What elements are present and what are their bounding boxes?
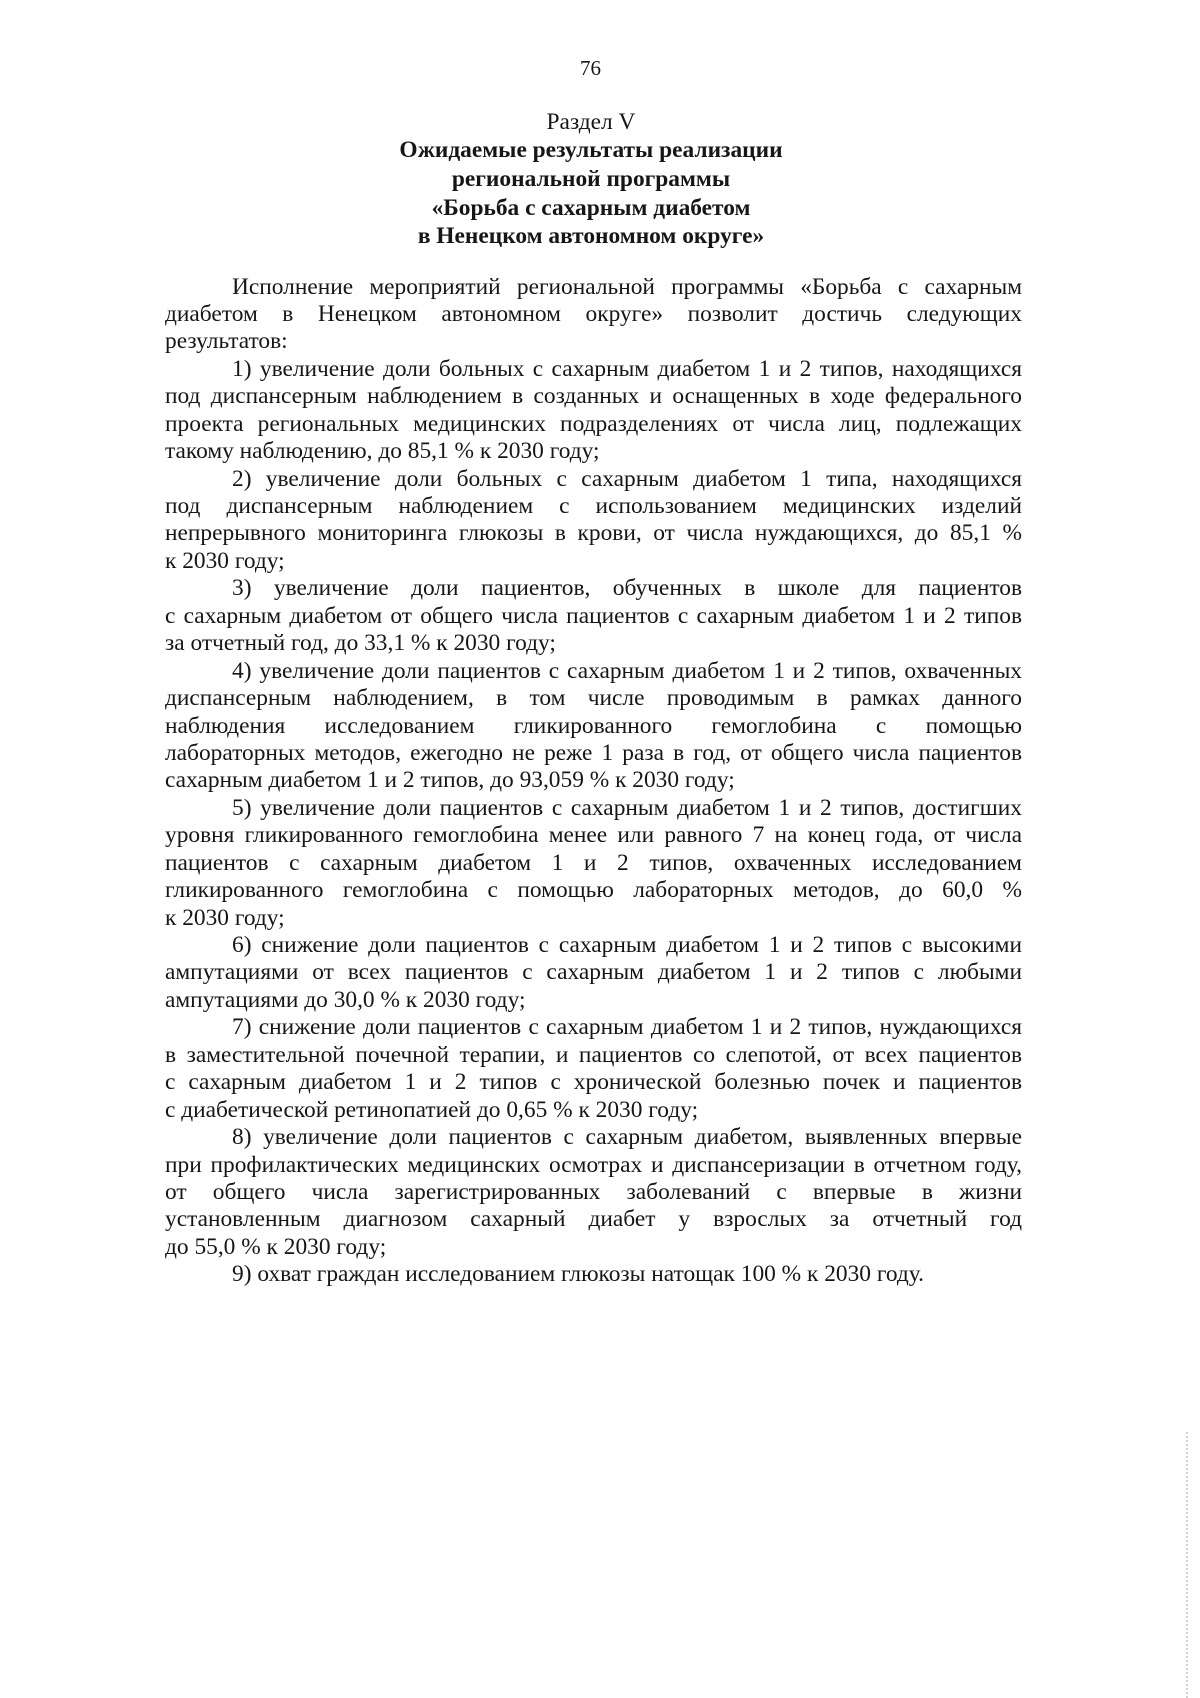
paragraph-line: 7) снижение доли пациентов с сахарным диабетом 1 и 2 типов, нуждающихся <box>232 1014 1022 1041</box>
paragraph-line: под диспансерным наблюдением в созданных и оснащенных в ходе федерального <box>165 383 1022 410</box>
paragraph-line: от общего числа зарегистрированных заболеваний с впервые в жизни <box>165 1178 1022 1205</box>
page-number: 76 <box>580 56 601 80</box>
list-item-5 <box>165 795 1022 932</box>
paragraph-line: 9) охват граждан исследованием глюкозы натощак 100 % к 2030 году. <box>232 1261 924 1288</box>
paragraph-line: лабораторных методов, ежегодно не реже 1 раза в год, от общего числа пациентов <box>165 739 1022 766</box>
paragraph-line: диспансерным наблюдением, в том числе проводимым в рамках данного <box>165 685 1022 712</box>
scan-edge-artifact <box>1186 1432 1188 1698</box>
paragraph-line: проекта региональных медицинских подразделениях от числа лиц, подлежащих <box>165 410 1022 437</box>
paragraph-line: наблюдения исследованием гликированного гемоглобина с помощью <box>165 712 1022 739</box>
section-label: Раздел V <box>546 108 636 135</box>
paragraph-line: с сахарным диабетом от общего числа пациентов с сахарным диабетом 1 и 2 типов <box>165 602 1022 629</box>
paragraph-line: 1) увеличение доли больных с сахарным диабетом 1 и 2 типов, находящихся <box>232 355 1022 382</box>
paragraph-line: при профилактических медицинских осмотрах и диспансеризации в отчетном году, <box>165 1151 1022 1178</box>
paragraph-line: диабетом в Ненецком автономном округе» позволит достичь следующих <box>165 300 1022 327</box>
paragraph-line: 8) увеличение доли пациентов с сахарным диабетом, выявленных впервые <box>232 1124 1022 1151</box>
paragraph-line: сахарным диабетом 1 и 2 типов, до 93,059 % к 2030 году; <box>165 767 735 794</box>
paragraph-line: пациентов с сахарным диабетом 1 и 2 типов, охваченных исследованием <box>165 849 1022 876</box>
section-heading <box>165 108 1017 252</box>
section-title-line: региональной программы <box>451 165 731 192</box>
list-item-6 <box>165 932 1022 1014</box>
list-item-9 <box>165 1261 1022 1288</box>
paragraph-line: под диспансерным наблюдением с использованием медицинских изделий <box>165 493 1022 519</box>
paragraph-line: 6) снижение доли пациентов с сахарным диабетом 1 и 2 типов с высокими <box>232 932 1022 958</box>
list-item-8 <box>165 1124 1022 1261</box>
paragraph-line: 4) увеличение доли пациентов с сахарным диабетом 1 и 2 типов, охваченных <box>232 657 1022 684</box>
paragraph-line: результатов: <box>165 328 288 355</box>
paragraph-line: к 2030 году; <box>165 547 285 574</box>
paragraph-line: Исполнение мероприятий региональной программы «Борьба с сахарным <box>232 273 1022 300</box>
paragraph-line: ампутациями до 30,0 % к 2030 году; <box>165 986 526 1013</box>
paragraph-line: такому наблюдению, до 85,1 % к 2030 году; <box>165 438 600 465</box>
paragraph-line: 3) увеличение доли пациентов, обученных в школе для пациентов <box>232 575 1022 602</box>
paragraph-line: 2) увеличение доли больных с сахарным диабетом 1 типа, находящихся <box>232 465 1022 492</box>
paragraph-line: установленным диагнозом сахарный диабет у взрослых за отчетный год <box>165 1206 1022 1233</box>
paragraph-line: гликированного гемоглобина с помощью лабораторных методов, до 60,0 % <box>165 877 1022 904</box>
section-title-line: Ожидаемые результаты реализации <box>399 137 783 164</box>
paragraph-line: в заместительной почечной терапии, и пациентов со слепотой, от всех пациентов <box>165 1041 1022 1068</box>
paragraph-intro <box>165 274 1022 356</box>
paragraph-line: 5) увеличение доли пациентов с сахарным диабетом 1 и 2 типов, достигших <box>232 794 1022 821</box>
list-item-4 <box>165 658 1022 795</box>
paragraph-line: к 2030 году; <box>165 904 285 931</box>
section-title-line: в Ненецком автономном округе» <box>417 223 765 250</box>
paragraph-line: за отчетный год, до 33,1 % к 2030 году; <box>165 630 556 657</box>
list-item-1 <box>165 356 1022 466</box>
list-item-2 <box>165 466 1022 576</box>
list-item-7 <box>165 1014 1022 1124</box>
document-body <box>165 274 1022 1289</box>
section-title-line: «Борьба с сахарным диабетом <box>431 194 751 221</box>
paragraph-line: уровня гликированного гемоглобина менее или равного 7 на конец года, от числа <box>165 822 1022 849</box>
paragraph-line: с сахарным диабетом 1 и 2 типов с хронической болезнью почек и пациентов <box>165 1069 1022 1096</box>
list-item-3 <box>165 575 1022 657</box>
paragraph-line: непрерывного мониторинга глюкозы в крови, от числа нуждающихся, до 85,1 % <box>165 520 1022 547</box>
paragraph-line: до 55,0 % к 2030 году; <box>165 1233 387 1260</box>
paragraph-line: с диабетической ретинопатией до 0,65 % к 2030 году; <box>165 1096 699 1123</box>
paragraph-line: ампутациями от всех пациентов с сахарным диабетом 1 и 2 типов с любыми <box>165 959 1022 986</box>
